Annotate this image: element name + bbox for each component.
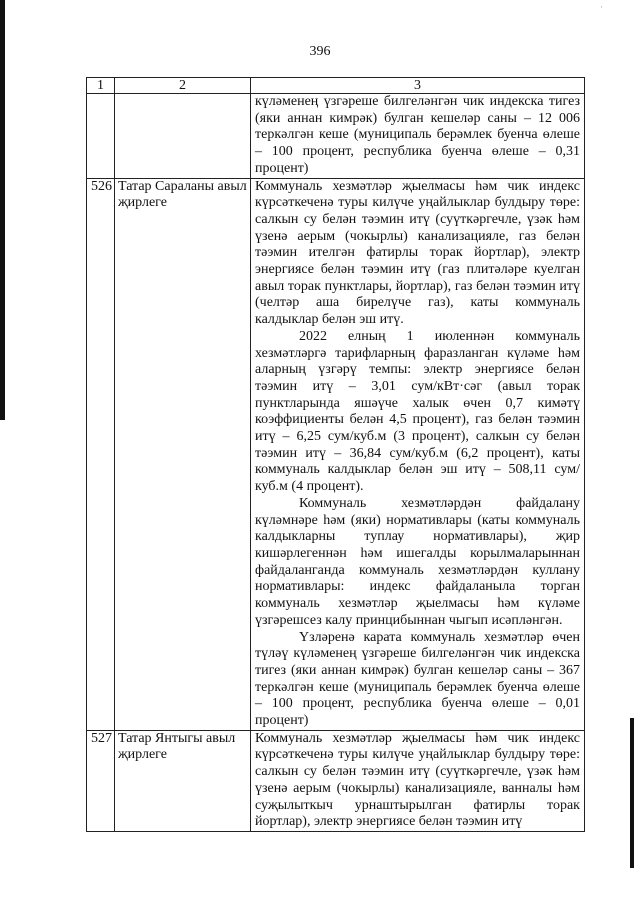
page-number: 396 bbox=[309, 44, 331, 59]
corner-mark: · bbox=[600, 2, 603, 12]
description-paragraph: Коммуналь хезмәтләр җыелмасы һәм чик индекс күрсәткеченә туры килүче уңайлыклар булдыру төре: салкын су белән тәэмин итү (суүткәргечле, үзәк һәм үзенә аерым (чокырлы) канализацияле, газ белән тәэмин ителгән фатирлы торак йортлар), электр энергиясе белән тәэмин итү (газ плитәләре куелган авыл торак пунктлары, йортлар), газ белән тәэмин итү (челтәр аша бирелүче газ), каты коммуналь калдыклар белән эш итү. bbox=[255, 178, 580, 328]
row-number: 526 bbox=[87, 178, 115, 730]
description-paragraph: Үзләренә карата коммуналь хезмәтләр өчен түләү күләменең үзгәреше билгеләнгән чик индекска тигез (яки аннан кимрәк) булган кешеләр саны – 367 теркәлгән кеше (муниципаль берәмлек буенча өлеше – 100 процент, республика буенча өлеше – 0,01 процент) bbox=[255, 629, 580, 729]
table-row bbox=[87, 94, 585, 179]
table-row bbox=[87, 178, 585, 730]
description-paragraph: Коммуналь хезмәтләрдән файдалану күләмнәре һәм (яки) нормативлары (каты коммуналь калдыкларны туплау нормативлары), җир кишәрлегеннән һәм ишегалды корылмаларыннан файдаланганда коммуналь хезмәтләрдән куллану нормативлары: индекс файдаланыла торган коммуналь хезмәтләр җыелмасы һәм күләме үзгәрешсез калу принцибыннан чыгып исәпләнгән. bbox=[255, 495, 580, 628]
column-header-1: 1 bbox=[87, 78, 115, 94]
row-number bbox=[87, 94, 115, 179]
settlement-name bbox=[115, 94, 251, 179]
table-row bbox=[87, 730, 585, 831]
column-header-2: 2 bbox=[115, 78, 251, 94]
settlement-name: Татар Янтыгы авыл җирлеге bbox=[115, 730, 251, 831]
data-table bbox=[86, 77, 585, 832]
header-row bbox=[87, 78, 585, 94]
settlement-name: Татар Сараланы авыл җирлеге bbox=[115, 178, 251, 730]
description-paragraph: күләменең үзгәреше билгеләнгән чик индекска тигез (яки аннан кимрәк) булган кешеләр саны – 12 006 теркәлгән кеше (муниципаль берәмлек буенча өлеше – 100 процент, республика буенча өлеше – 0,31 процент) bbox=[255, 94, 580, 176]
row-number: 527 bbox=[87, 730, 115, 831]
description-paragraph: Коммуналь хезмәтләр җыелмасы һәм чик индекс күрсәткеченә туры килүче уңайлыклар булдыру төре: салкын су белән тәэмин итү (суүткәргечле, үзәк һәм үзенә аерым (чокырлы) канализацияле, ванналы һәм суҗылыткыч урнаштырылган фатирлы торак йортлар), электр энергиясе белән тәэмин итү bbox=[255, 730, 580, 830]
column-header-3: 3 bbox=[251, 78, 585, 94]
description-paragraph: 2022 елның 1 июленнән коммуналь хезмәтләргә тарифларның фаразланган күләме һәм аларның үзгәрү темпы: электр энергиясе белән тәэмин итү – 3,01 сум/кВт·сәг (авыл торак пунктларында яшәүче халык өчен 0,7 кимәтү коэффициенты белән 4,5 процент), газ белән тәэмин итү – 6,25 сум/куб.м (3 процент), салкын су белән тәэмин итү – 36,84 сум/куб.м (6,2 процент), каты коммуналь калдыклар белән эш итү – 508,11 сум/куб.м (4 процент). bbox=[255, 328, 580, 495]
scan-right-edge-bar bbox=[630, 718, 634, 868]
description-cell bbox=[251, 178, 585, 730]
scan-left-edge-bar bbox=[0, 0, 5, 420]
description-cell bbox=[251, 94, 585, 179]
description-cell bbox=[251, 730, 585, 831]
